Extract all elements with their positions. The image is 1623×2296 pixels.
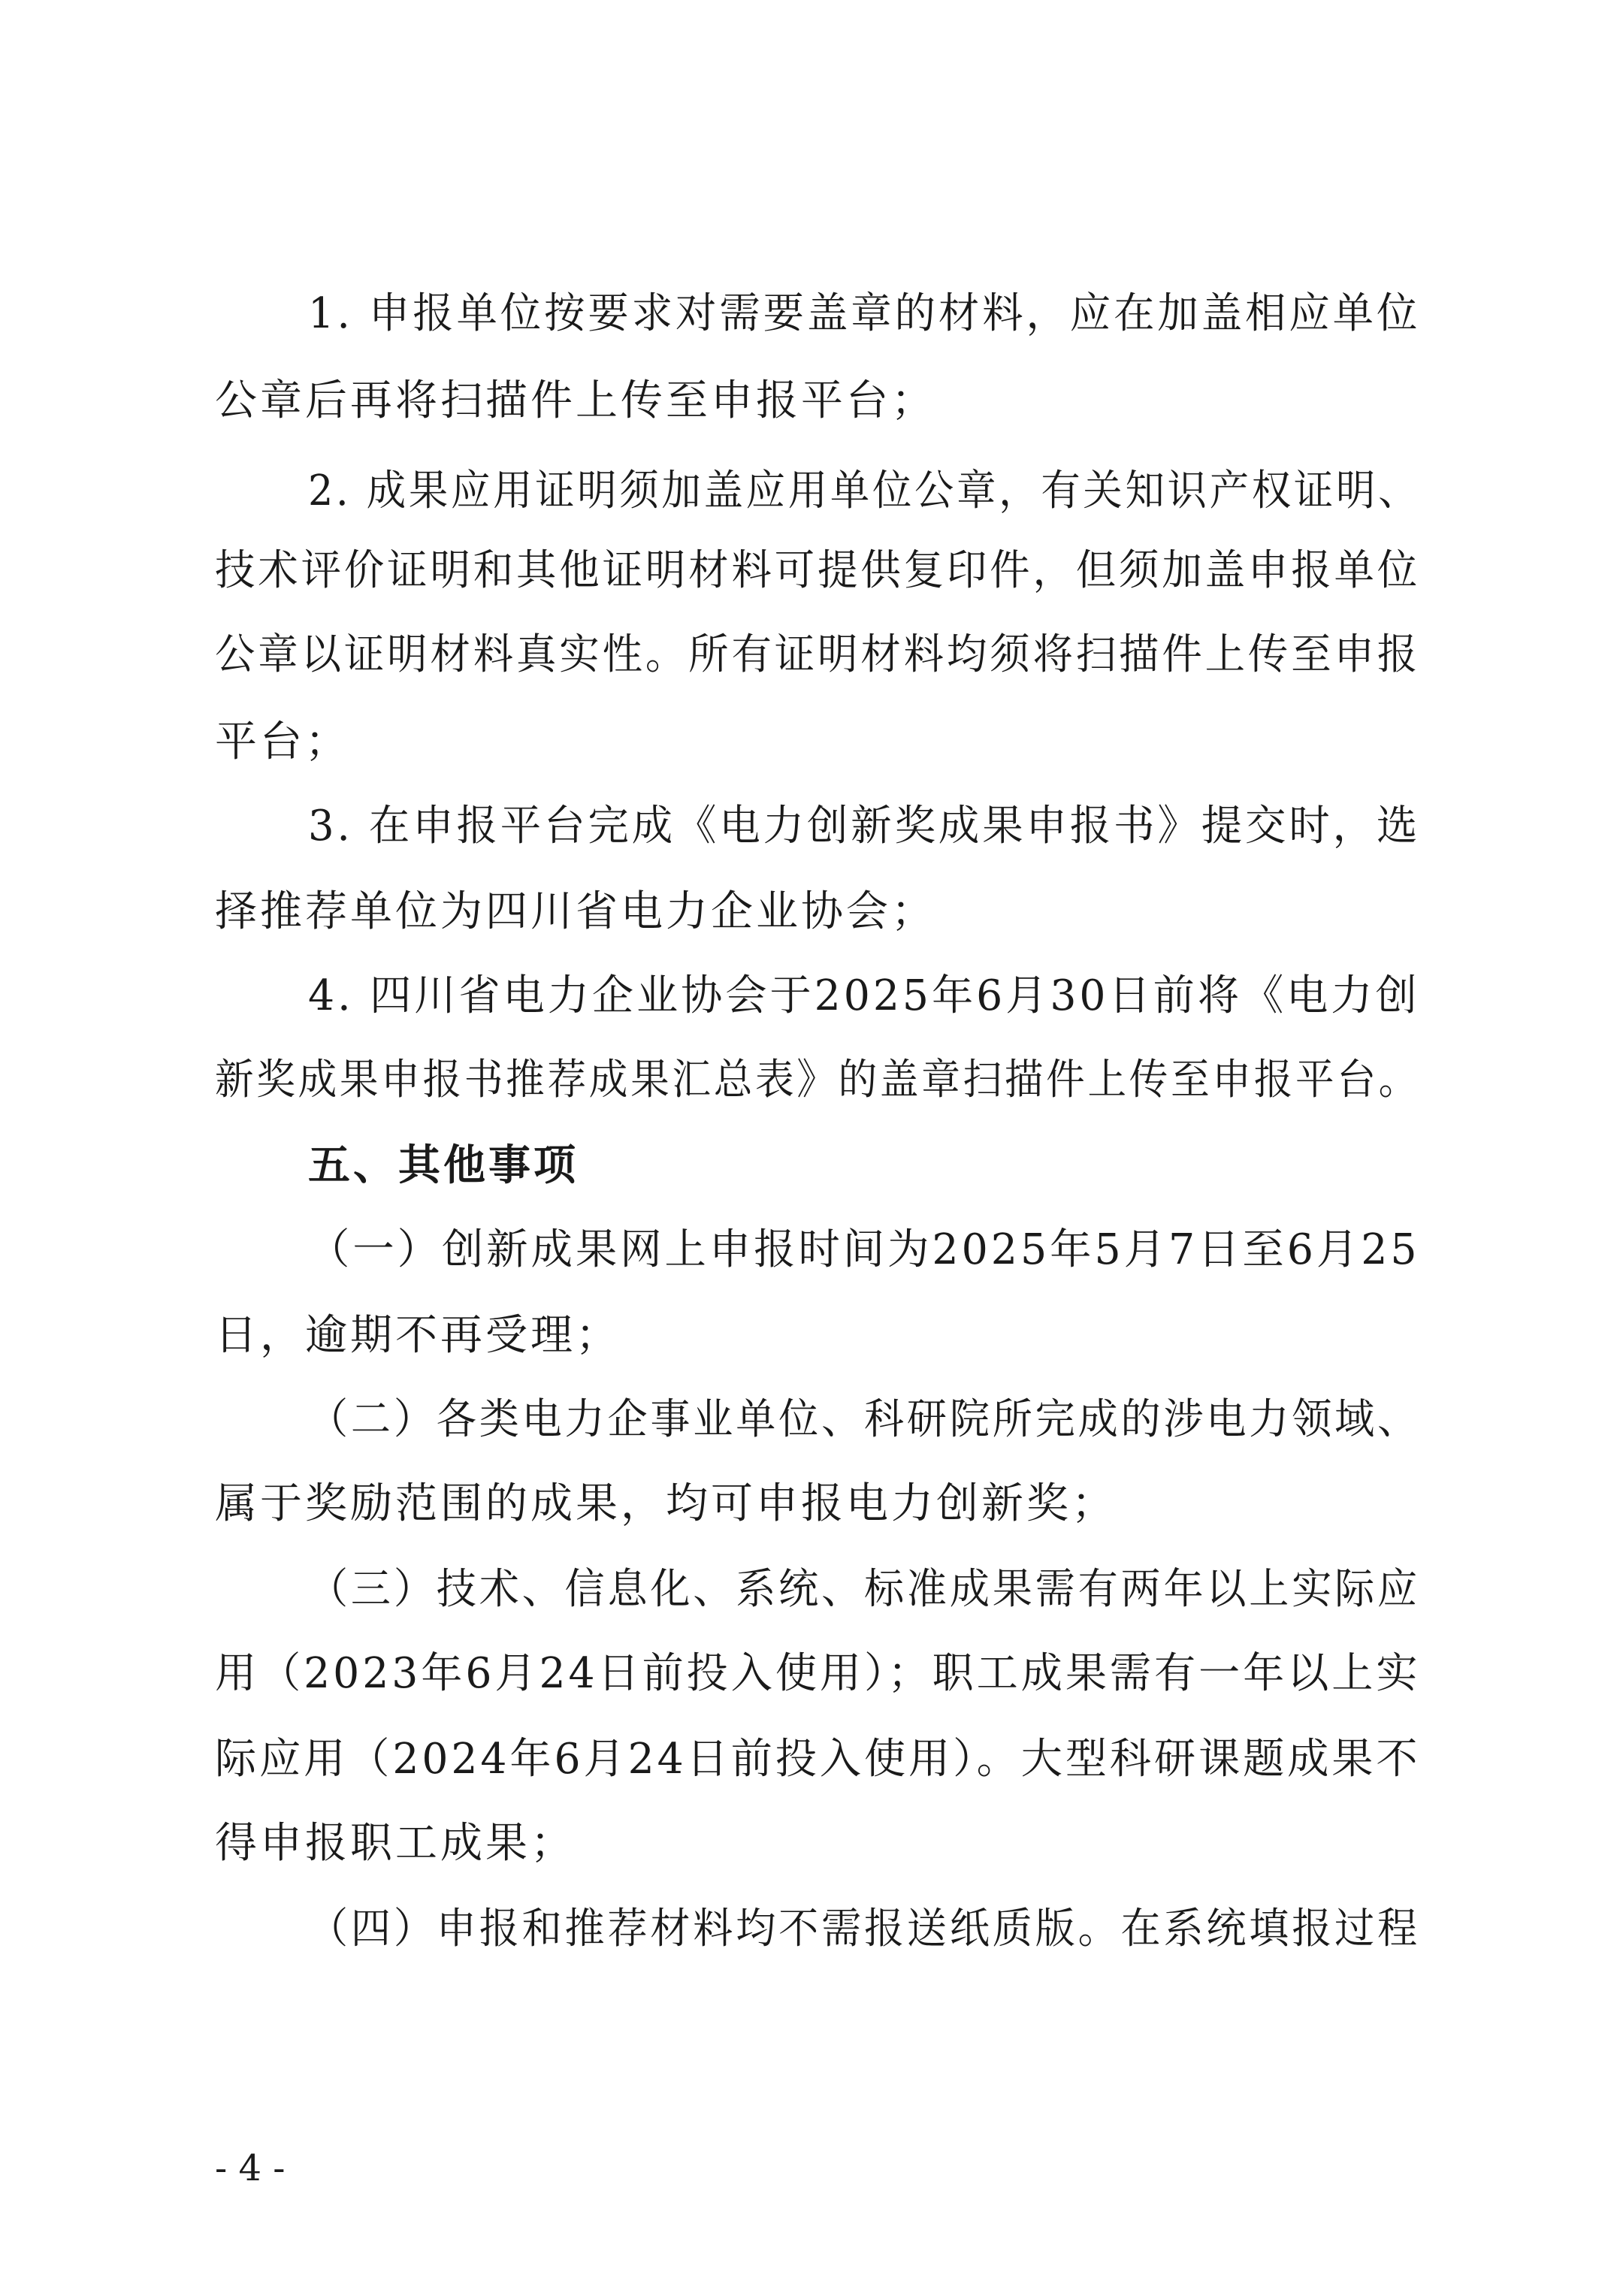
- text-line: 得申报职工成果；: [215, 1819, 576, 1868]
- text-line: 平台；: [215, 718, 350, 766]
- text-line: 3. 在申报平台完成《电力创新奖成果申报书》提交时，选: [308, 802, 1421, 850]
- text-line: （二）各类电力企事业单位、科研院所完成的涉电力领域、: [308, 1395, 1420, 1444]
- section-heading: 五、其他事项: [308, 1141, 579, 1190]
- text-line: 际应用（2024年6月24日前投入使用）。大型科研课题成果不: [215, 1735, 1421, 1784]
- text-line: 择推荐单位为四川省电力企业协会；: [215, 887, 936, 936]
- text-line: 公章以证明材料真实性。所有证明材料均须将扫描件上传至申报: [215, 630, 1421, 679]
- text-line: 2. 成果应用证明须加盖应用单位公章，有关知识产权证明、: [308, 467, 1421, 515]
- page-number: - 4 -: [215, 2147, 286, 2189]
- text-line: 1. 申报单位按要求对需要盖章的材料，应在加盖相应单位: [308, 289, 1421, 338]
- text-line: 用（2023年6月24日前投入使用）；职工成果需有一年以上实: [215, 1649, 1421, 1698]
- text-line: 属于奖励范围的成果，均可申报电力创新奖；: [215, 1479, 1117, 1528]
- text-line: 技术评价证明和其他证明材料可提供复印件，但须加盖申报单位: [215, 546, 1421, 595]
- text-line: （三）技术、信息化、系统、标准成果需有两年以上实际应: [308, 1565, 1420, 1614]
- text-line: 新奖成果申报书推荐成果汇总表》的盖章扫描件上传至申报平台。: [215, 1056, 1420, 1104]
- text-line: （四）申报和推荐材料均不需报送纸质版。在系统填报过程: [308, 1905, 1420, 1953]
- text-line: 日，逾期不再受理；: [215, 1311, 621, 1360]
- text-line: （一）创新成果网上申报时间为2025年5月7日至6月25: [308, 1225, 1420, 1274]
- text-line: 公章后再将扫描件上传至申报平台；: [215, 376, 936, 425]
- text-line: 4. 四川省电力企业协会于2025年6月30日前将《电力创: [308, 971, 1420, 1020]
